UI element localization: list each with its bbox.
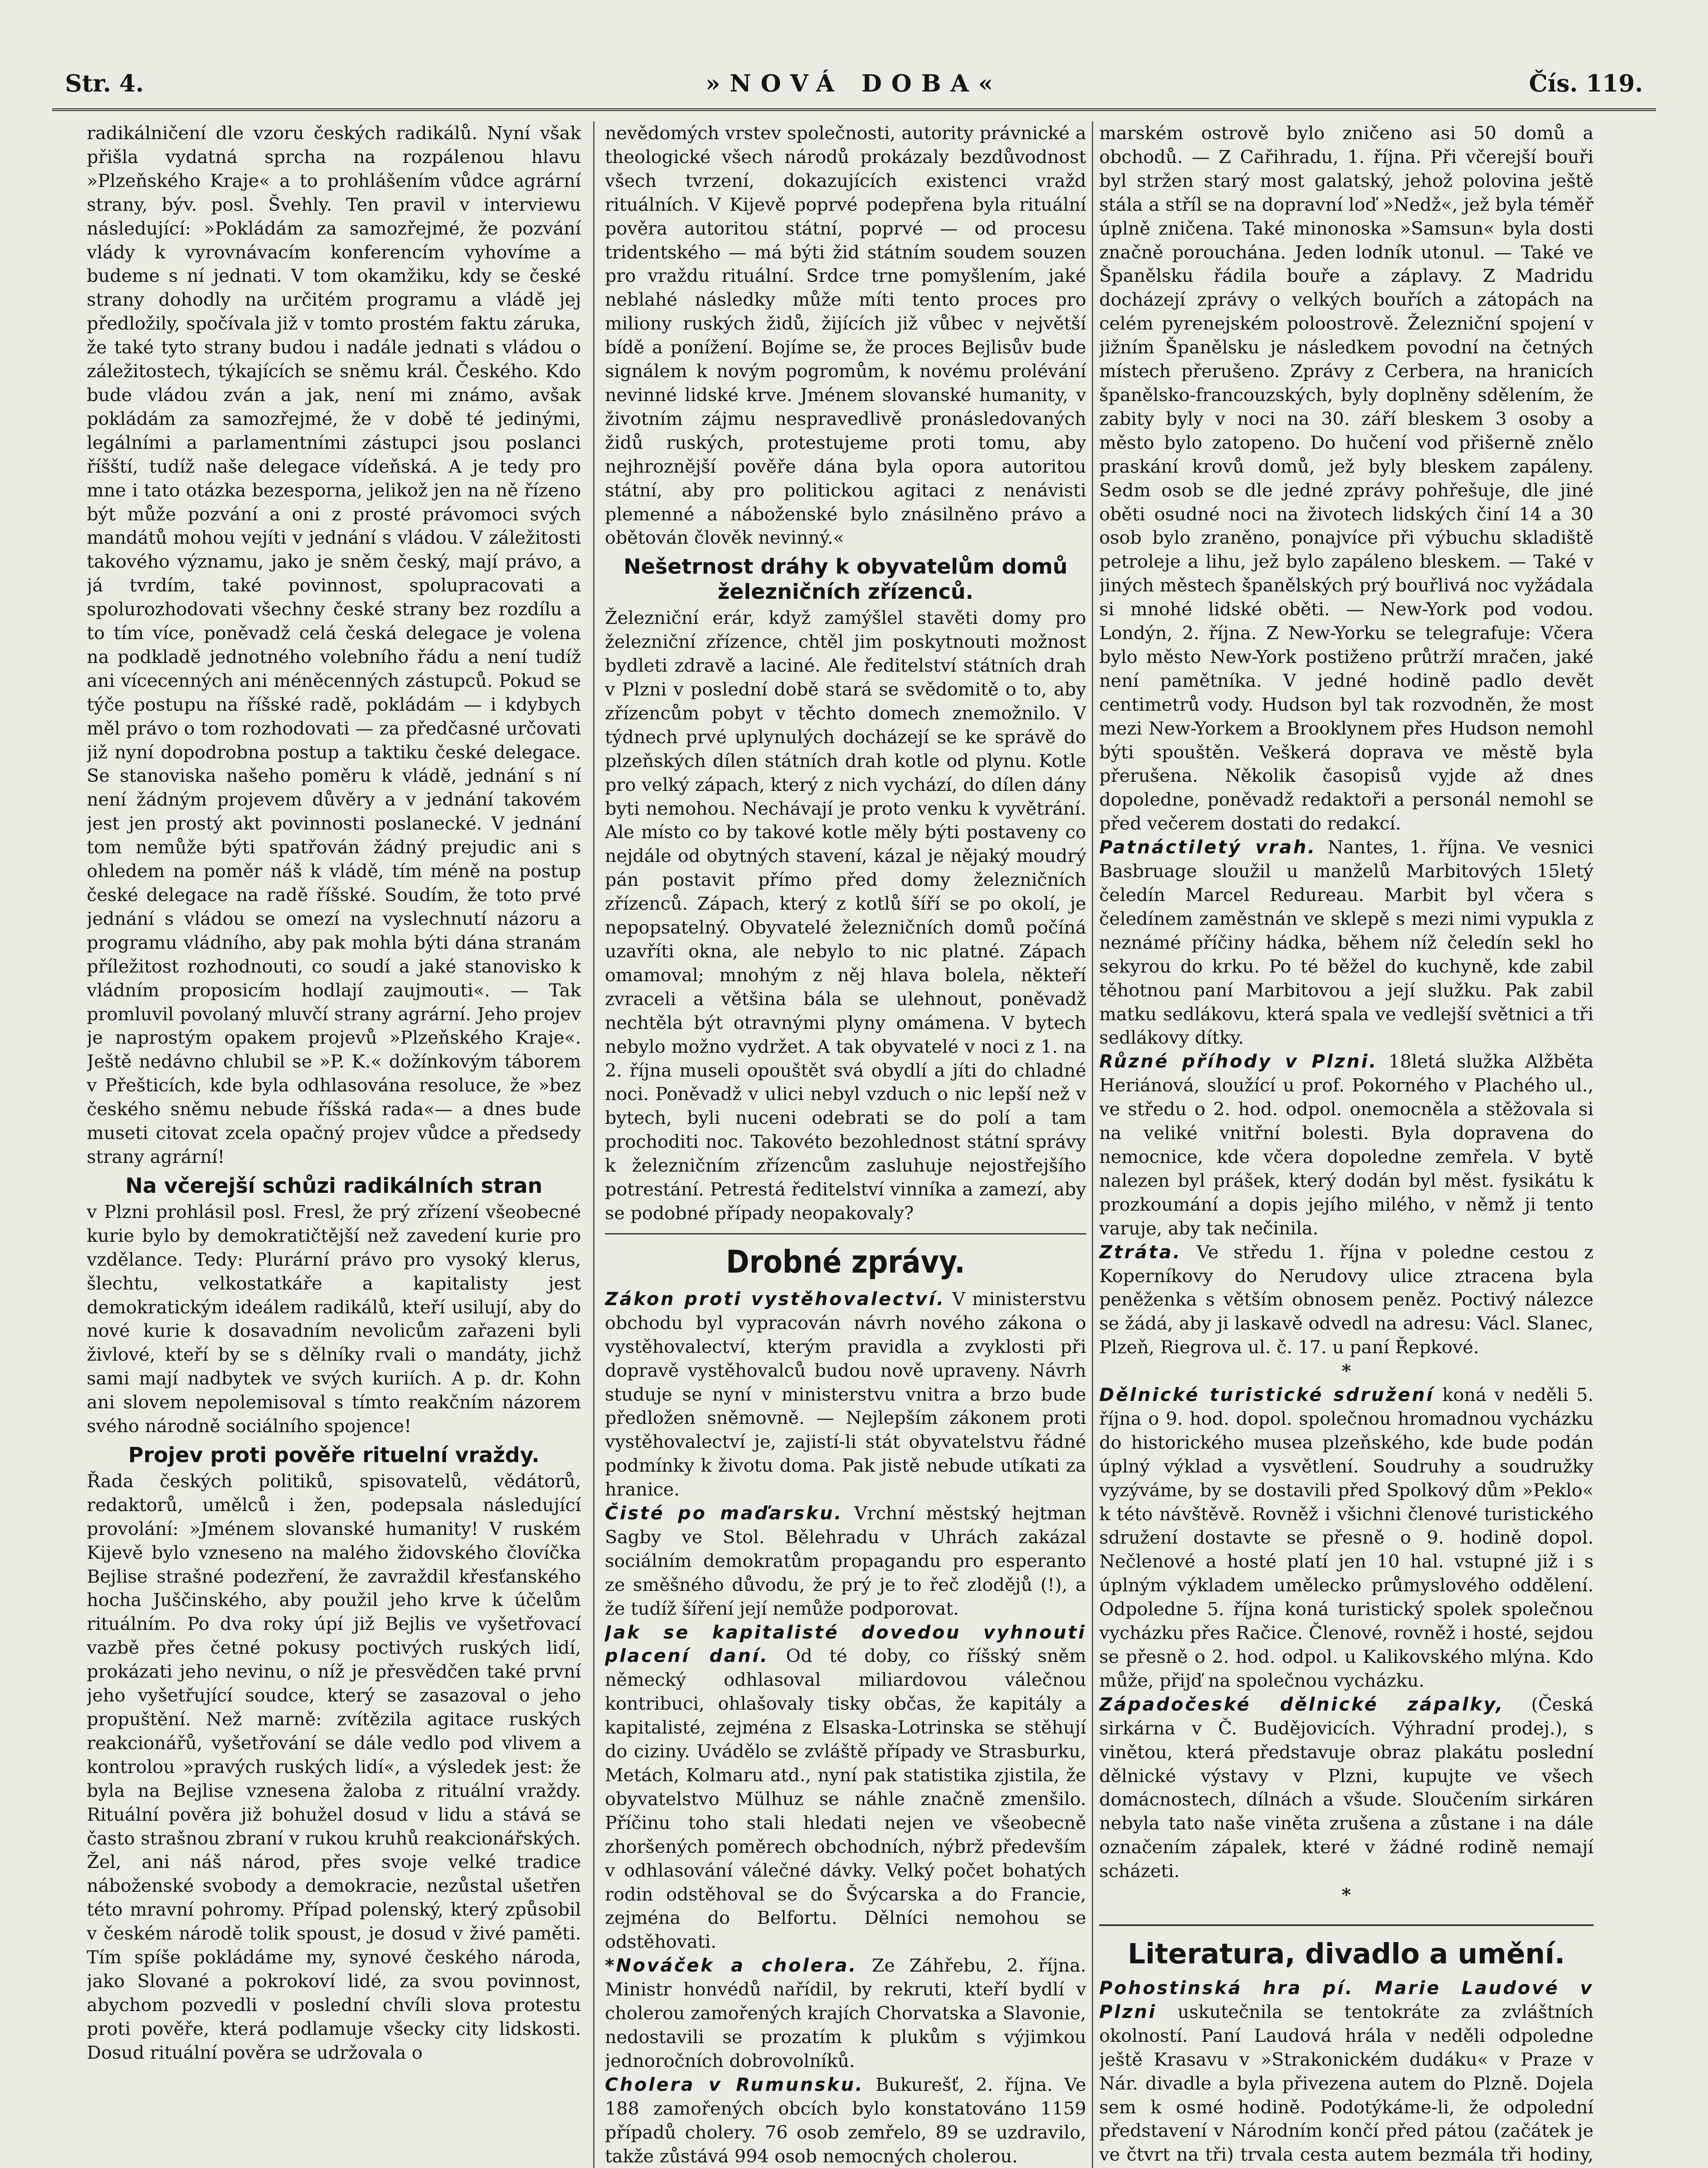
news-lead: Cholera v Rumunsku. xyxy=(605,2073,864,2095)
news-text: 18letá služka Alžběta Heriánová, sloužící u prof. Pokorného v Plachého ul., ve středu o 2. hod. odpol. onemocněla a stěžovala si na veliké vnitřní bolesti. Byla dopravena do nemocnice, kde včera dopoledne zemřela. V bytě nalezen byl prášek, který dodán byl měst. fysikátu k prozkoumání a dopis jejího milého, v němž ji tento varuje, aby tak nečinila. xyxy=(1099,1051,1594,1239)
news-lead: Čisté po maďarsku. xyxy=(605,1502,843,1524)
news-item xyxy=(605,1502,1086,1621)
article-headline: Projev proti pověře rituelní vraždy. xyxy=(128,1443,540,1467)
news-item xyxy=(1099,1976,1594,2168)
news-lead: Různé příhody v Plzni. xyxy=(1099,1051,1378,1072)
section-heading: Drobné zprávy. xyxy=(605,1233,1086,1281)
column-3 xyxy=(1099,121,1594,2168)
news-item xyxy=(1099,1241,1594,1360)
news-item xyxy=(605,1954,1086,2073)
news-item xyxy=(605,1621,1086,1954)
news-item xyxy=(605,2073,1086,2168)
article-paragraph: Železniční erár, když zamýšlel stavěti domy pro železniční zřízence, chtěl jim poskytnouti možnost bydleti zdravě a laciné. Ale ředitelství státních drah v Plzni v poslední době stará se svědomitě o to, aby zřízencům pobyt v těchto domech znemožnilo. V týdnech prvé uplynulých docházejí se ke správě do plzeňských dílen státních drah kotle od plynu. Kotle pro velký zápach, který z nich vychází, do dílen dány byti nemohou. Nechávají je proto venku k vyvětrání. Ale místo co by takové kotle měly býti postaveny co nejdále od obytných stavení, kázal je nějaký moudrý pán postavit přímo před domy železničních zřízenců. Zápach, který z kotlů šíří se po okolí, je nepopsatelný. Obyvatelé železničních domů počíná uzavříti okna, ale nebylo to nic platné. Zápach omamoval; mnohým z něj hlava bolela, někteří zvraceli a většina bála se ulehnout, poněvadž nechtěla být otravnými plyny omámena. V bytech nebylo možno vydržet. A tak obyvatelé v noci z 1. na 2. října museli opouštět svá obydlí a jíti do chladné noci. Poněvadž v ulici nebyl vzduch o nic lepší než v bytech, byli nuceni odebrati se do polí a tam prochoditi noc. Takovéto bezohlednost státní správy k železničním zřízencům zasluhuje nejostřejšího potrestání. Petrestá ředitelství vinníka a zamezí, aby se podobné případy neopakovaly? xyxy=(605,607,1086,1224)
news-lead: Dělnické turistické sdružení xyxy=(1099,1384,1434,1406)
article-paragraph: v Plzni prohlásil posl. Fresl, že prý zřízení všeobecné kurie bylo by demokratičtější než zavedení kurie pro vzdělance. Tedy: Plurární právo pro vysoký klerus, šlechtu, velkostatkáře a kapitalisty jest demokratickým ideálem radikálů, kteří usilují, aby do nové kurie k dosavadním nevolicům zařazeni byli živlové, kteří by se s dělníky rvali o mandáty, jichž sami mají nadbytek ve svých kuriích. A p. dr. Kohn ani slovem nepolemisoval s tímto reakčním názorem svého národně sociálního spojence! xyxy=(87,1201,581,1437)
article-paragraph: nevědomých vrstev společnosti, autority právnické a theologické všech národů prokázaly bezdůvodnost všech tvrzení, dokazujících existenci vražd rituálních. V Kijevě poprvé podepřena byla rituální pověra autoritou státní, poprvé — od procesu tridentského — má býti žid státním soudem souzen pro vraždu rituální. Srdce trne pomyšlením, jaké neblahé následky může míti tento proces pro miliony ruských židů, žijících již vůbec v největší bídě a ponížení. Bojíme se, že proces Bejlisův bude signálem k novým pogromům, k novému prolévání nevinné lidské krve. Jménem slovanské humanity, v životním zájmu nespravedlivě pronásledovaných židů ruských, protestujeme proti tomu, aby nejhroznější pověře dána byla opora autoritou státní, aby pro politickou agitaci z nenávisti plemenné a náboženské bylo znásilněno právo a obětován člověk nevinný.« xyxy=(605,122,1086,549)
news-text: Vrchní městský hejtman Sagby ve Stol. Bělehradu v Uhrách zakázal sociálním demokratům propagandu pro esperanto ze směšného důvodu, že prý je to řeč zlodějů (!), a že tudíž šíření její nemůže podporovat. xyxy=(605,1502,1086,1619)
news-text: V ministerstvu obchodu byl vypracován návrh nového zákona o vystěhovalectví, kterým pravidla a zvyklosti při dopravě vystěhovalců budou nově upraveny. Návrh studuje se nyní v ministerstvu vnitra a brzo bude předložen sněmovně. — Nejlepším zákonem proti vystěhovalectví je, zajistí-li stát obyvatelstvu řádné podmínky k životu doma. Pak jistě nebude utíkati za hranice. xyxy=(605,1288,1086,1500)
column-2 xyxy=(605,121,1086,2168)
news-text: Ve středu 1. října v poledne cestou z Koperníkovy do Nerudovy ulice ztracena byla peněženka s větším obnosem peněz. Poctivý nálezce se žádá, aby ji laskavě odvedl na adresu: Václ. Slanec, Plzeň, Riegrova ul. č. 17. u paní Řepkové. xyxy=(1099,1241,1594,1358)
news-lead: Jak se kapitalisté dovedou vyhnouti placení daní. xyxy=(605,1621,1086,1667)
separator-star: * xyxy=(1342,1884,1351,1906)
news-text: uskutečnila se tentokráte za zvláštních okolností. Paní Laudová hrála v neděli odpoledne ještě Krasavu v »Strakonickém dudáku« v Praze v Nár. divadle a byla přivezena autem do Plzně. Dojela sem k osmé hodině. Podotýkáme-li, že odpolední představení v Národním končí před pátou (začátek je ve čtvrt na tři) trvala cesta autem bezmála tři hodiny, xyxy=(1099,2001,1594,2165)
news-lead: Zákon proti vystěhovalectví. xyxy=(605,1288,946,1309)
article-headline: Na včerejší schůzi radikálních stran xyxy=(125,1173,542,1198)
news-lead: Západočeské dělnické zápalky, xyxy=(1099,1693,1505,1715)
news-lead: Pohostinská hra pí. Marie Laudové v Plzni xyxy=(1099,1977,1594,2022)
news-text: Od té doby, co říšský sněm německý odhlasoval miliardovou válečnou kontribuci, ohlašovaly tisky občas, že kapitály a kapitalisté, zejména z Elsaska-Lotrinska se stěhují do ciziny. Uvádělo se zvláště případy ve Strasburku, Metách, Kolmaru atd., nyní pak statistika zjistila, že obyvatelstvo Mülhuz se náhle značně zmenšilo. Příčinu toho stali hledati nejen ve všeobecně zhoršených poměrech obchodních, nýbrž především v odhlasování válečné dávky. Velký počet bohatých rodin odstěhoval se do Švýcarska a do Francie, zejména do Belfortu. Dělníci nemohou se odstěhovati. xyxy=(605,1645,1086,1953)
news-text: Nantes, 1. října. Ve vesnici Basbruage sloužil u manželů Marbitových 15letý čeledín Marcel Redureau. Marbit byl včera s čeledínem zaměstnán ve sklepě s mezi nimi vypukla z neznámé příčiny hádka, během níž čeledín sekl ho sekyrou do krku. Po té běžel do kuchyně, kde zabil těhotnou paní Marbitovou a její služku. Pak zabil matku sedlákovu, která spala ve vedlejší světnici a tři sedlákovy dítky. xyxy=(1099,836,1594,1048)
article-paragraph: marském ostrově bylo zničeno asi 50 domů a obchodů. — Z Cařihradu, 1. října. Při včerejší bouři byl stržen starý most galatský, jehož polovina ještě stála a stříl se na dopravní loď »Nedž«, jež byla téměř úplně zničena. Také minonoska »Samsun« byla dosti značně porouchána. Jeden lodník utonul. — Také ve Španělsku řádila bouře a záplavy. Z Madridu docházejí zprávy o velkých bouřích a zátopách na celém pyrenejském poloostrově. Železniční spojení v jižním Španělsku je následkem povodní na četných místech přerušeno. Zprávy z Cerbera, na hranicích španělsko-francouzských, byly doplněny sdělením, že zabity byly v noci na 30. září bleskem 3 osoby a město bylo zatopeno. Do hučení vod přišerně znělo praskání krovů domů, jež byly bleskem zapáleny. Sedm osob se dle jedné zprávy pohřešuje, dle jiné oběti osudné noci na životech lidských činí 14 a 30 osob bylo zraněno, ponajvíce při výbuchu skladiště petroleje a lihu, jež bylo zapáleno bleskem. — Také v jiných městech španělských prý bouřlivá noc vyžádala si mnohé lidské oběti. — New-York pod vodou. Londýn, 2. října. Z New-Yorku se telegrafuje: Včera bylo město New-York postiženo průtrží mračen, jaké není pamětníka. V jedné hodině padlo devět centimetrů vody. Hudson byl tak rozvodněn, že most mezi New-Yorkem a Brooklynem přes Hudson nemohl býti spouštěn. Veškerá doprava ve městě byla přerušena. Několik časopisů vyjde až dnes dopoledne, poněvadž redaktoři a personál nemohl se před večerem dostati do redakcí. xyxy=(1099,122,1594,834)
news-item xyxy=(1099,836,1594,1050)
news-item xyxy=(1099,1050,1594,1240)
newspaper-title: »NOVÁ DOBA« xyxy=(705,69,1003,97)
separator-star: * xyxy=(1342,1360,1351,1382)
section-heading: Literatura, divadlo a umění. xyxy=(1099,1924,1594,1972)
news-lead: *Nováček a cholera. xyxy=(605,1955,858,1976)
news-item xyxy=(1099,1693,1594,1883)
news-lead: Patnáctiletý vrah. xyxy=(1099,836,1316,858)
news-item xyxy=(605,1287,1086,1502)
article-paragraph: radikálničení dle vzoru českých radikálů. Nyní však přišla vydatná sprcha na rozpálenou hlavu »Plzeňského Kraje« a to prohlášením vůdce agrární strany, býv. posl. Švehly. Ten pravil v interviewu následující: »Pokládám za samozřejmé, že pozvání vlády k vyrovnávacím konferencím vyhovíme a budeme s ní jednati. V tom okamžiku, kdy se české strany dohodly na určitém programu a vládě jej předložily, spočívala již v tomto prostém faktu záruka, že také tyto strany budou i nadále jednati s vládou o záležitostech, týkajících se sněmu král. Českého. Kdo bude vládou zván a jak, není mi známo, avšak pokládám za samozřejmé, že v době té jedinými, legálními a parlamentními zástupci jsou poslanci říšští, tudíž naše delegace vídeňská. A je tedy pro mne i tato otázka bezesporna, jelikož jen na ně řízeno být může pozvání a oni z prosté právomoci svých mandátů mohou vejíti v jednání s vládou. V záležitosti takového významu, jako je sněm český, mají právo, a já tvrdím, také povinnost, spolupracovati a spolurozhodovati všechny české strany bez rozdílu a to tím více, poněvadž celá česká delegace je volena na podkladě jednotného volebního řádu a není tudíž ani vícecenných ani méněcenných zástupců. Pokud se týče postupu na říšské radě, pokládám — i kdybych měl právo o tom rozhodovati — za předčasné určovati již nyní dopodrobna postup a taktiku české delegace. Se stanoviska našeho poměru k vládě, jednání s ní není žádným projevem důvěry a v jednání takovém jest jen prostý akt povinnosti poslanecké. V jednání tom nemůže býti spatřován žádný prejudic ani s ohledem na poměr náš k vládě, tím méně na postup české delegace na radě říšské. Soudím, že toto prvé jednání s vládou se omezí na vyslechnutí názoru a programu vládního, aby pak mohla býti dána stranám příležitost rozhodnouti, co soudí a jaké stanovisko k vládním proposicím hodlají zaujmouti«. — Tak promluvil povolaný mluvčí strany agrární. Jeho projev je naprostým opakem projevů »Plzeňského Kraje«. Ještě nedávno chlubil se »P. K.« dožínkovým táborem v Přešticích, kde byla odhlasována resoluce, že »bez českého sněmu nebude říšská rada«— a dnes bude museti citovat zcela opačný projev vůdce a předsedy strany agrární! xyxy=(87,122,581,1167)
page-header xyxy=(52,65,1656,111)
news-text: (Česká sirkárna v Č. Budějovicích. Výhradní prodej.), s vinětou, která představuje obraz plakátu poslední dělnické výstavy v Plzni, kupujte ve všech domácnostech, dílnách a všude. Sloučením sirkáren nebyla tato naše viněta zrušena a zůstane i na dále označením zápalek, které v žádné rodině nemají scházeti. xyxy=(1099,1693,1594,1882)
news-lead: Ztráta. xyxy=(1099,1241,1182,1263)
article-headline: Nešetrnost dráhy k obyvatelům domů železničních zřízenců. xyxy=(624,555,1068,604)
news-text: Ze Záhřebu, 2. října. Ministr honvédů nařídil, by rekruti, kteří bydlí v cholerou zamořených krajích Chorvatska a Slavonie, nedostavili se prozatím k plukům s výjimkou jednoročních dobrovolníků. xyxy=(605,1955,1086,2071)
article-paragraph: Řada českých politiků, spisovatelů, vědátorů, redaktorů, umělců i žen, podepsala následující provolání: »Jménem slovanské humanity! V ruském Kijevě bylo vzneseno na malého židovského človíčka Bejlise strašné podezření, že zavraždil křesťanského hocha Juščinského, aby použil jeho krve k účelům rituálním. Po dva roky úpí již Bejlis ve vyšetřovací vazbě přes četné pokusy poctivých ruských lidí, prokázati jeho nevinu, o níž je přesvědčen také první jeho vyšetřující soudce, který se zasazoval o jeho propuštění. Než marně: zvítězila agitace ruských reakcionářů, vyšetřování se dále vedlo pod vlivem a kontrolou »pravých ruských lidí«, a výsledek jest: že byla na Bejlise vznesena žaloba z rituální vraždy. Rituální pověra již bohužel dosud v lidu a stává se často strašnou zbraní v rukou kruhů reakcionářských. Žel, ani náš národ, přes svoje velké tradice náboženské svobody a demokracie, nezůstal ušetřen této mravní pohromy. Případ polenský, který způsobil v českém národě tolik spoust, je dosud v živé paměti. Tím spíše pokládáme my, synové českého národa, jako Slované a pokrokoví lidé, za svou povinnost, abychom pozvedli v poslední chvíli slova protestu proti pověře, která podlamuje všecky city lidskosti. Dosud rituální pověra se udržovala o xyxy=(87,1470,581,2063)
column-1 xyxy=(87,121,581,2168)
news-item xyxy=(1099,1383,1594,1693)
news-text: Bukurešť, 2. října. Ve 188 zamořených obcích bylo konstatováno 1159 případů cholery. 76 osob zemřelo, 89 se uzdravilo, takže zůstává 994 osob nemocných cholerou. xyxy=(605,2073,1086,2167)
news-text: koná v neděli 5. října o 9. hod. dopol. společnou hromadnou vycházku do historického musea plzeňského, kde bude podán úplný výklad a vysvětlení. Soudruhy a soudružky vyzýváme, by se dostavili před Spolkový dům »Peklo« k této návštěvě. Rovněž i všichni členové turistického sdružení dostavte se přesně o 9. hodině dopol. Nečlenové a hosté platí jen 10 hal. vstupné již i s úplným výkladem umělecko průmyslového oddělení. Odpoledne 5. října koná turistický spolek společnou vycházku přes Račice. Členové, rovněž i hosté, sejdou se přesně o 2. hod. odpol. u Kalikovského mlýna. Kdo může, přijď na společnou vycházku. xyxy=(1099,1384,1594,1691)
column-divider xyxy=(1092,121,1093,2168)
page-number: Str. 4. xyxy=(65,69,144,97)
column-divider xyxy=(593,121,594,2168)
issue-number: Čís. 119. xyxy=(1528,69,1643,97)
